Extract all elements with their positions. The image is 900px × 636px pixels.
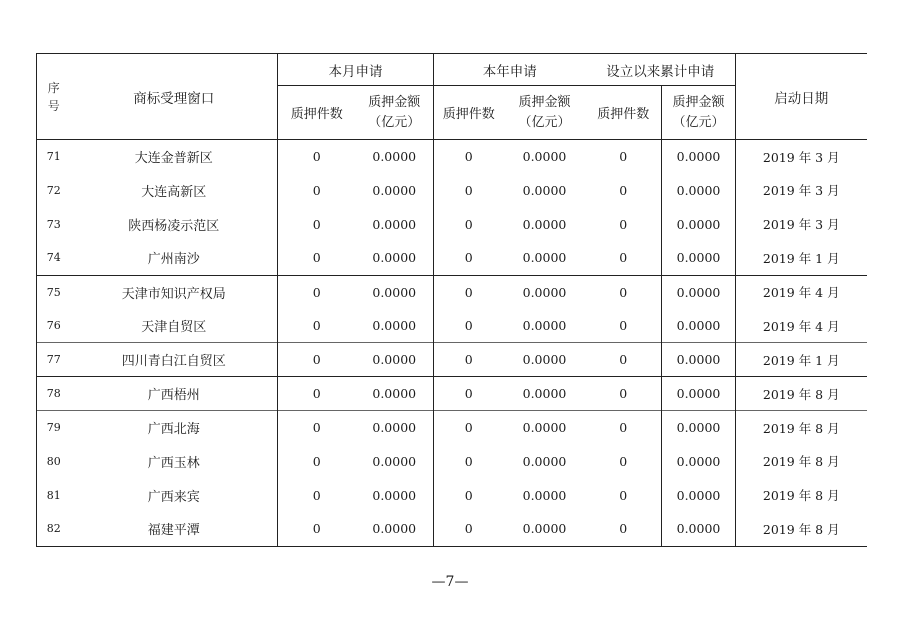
row-start-date: 2019 年 8 月 (736, 478, 867, 512)
row-total-amount: 0.0000 (662, 275, 736, 309)
header-total-group: 设立以来累计申请 (586, 54, 736, 86)
row-month-count: 0 (312, 453, 321, 469)
header-month-amount-line1: 质押金额 (368, 94, 421, 110)
row-total-amount: 0.0000 (662, 445, 736, 479)
row-seq: 80 (37, 445, 71, 479)
row-year-amount: 0.0000 (522, 318, 567, 334)
row-start-date: 2019 年 1 月 (736, 343, 867, 377)
row-window-name: 福建平潭 (71, 512, 278, 546)
row-total-count: 0 (586, 512, 662, 546)
row-start-date: 2019 年 3 月 (736, 173, 867, 207)
header-month-amount-line2: （亿元） (368, 114, 421, 130)
trademark-pledge-table (36, 53, 867, 547)
row-total-amount: 0.0000 (662, 377, 736, 411)
header-window: 商标受理窗口 (71, 54, 278, 140)
row-window-name: 大连金普新区 (71, 140, 278, 174)
table-row (37, 140, 867, 174)
row-year-amount: 0.0000 (504, 377, 586, 411)
header-year-group: 本年申请 (434, 54, 586, 86)
row-year-count: 0 (434, 377, 504, 411)
header-year-amount (504, 86, 586, 140)
header-total-count: 质押件数 (597, 107, 650, 122)
row-total-amount: 0.0000 (662, 478, 736, 512)
row-month-count: 0 (312, 318, 321, 334)
row-year-count: 0 (434, 343, 504, 377)
row-total-count: 0 (586, 275, 662, 309)
row-month-amount: 0.0000 (372, 182, 417, 198)
row-total-amount: 0.0000 (662, 512, 736, 546)
row-start-date: 2019 年 3 月 (736, 140, 867, 174)
row-year-amount: 0.0000 (504, 411, 586, 445)
row-seq: 73 (37, 207, 71, 241)
row-total-count: 0 (586, 377, 662, 411)
table-row (37, 173, 867, 207)
header-month-count: 质押件数 (290, 107, 343, 122)
row-window-name: 天津市知识产权局 (71, 275, 278, 309)
header-year-amount-line1: 质押金额 (518, 94, 571, 110)
row-year-amount: 0.0000 (522, 216, 567, 232)
row-total-count: 0 (586, 411, 662, 445)
row-year-count: 0 (434, 241, 504, 275)
row-month-count: 0 (278, 377, 356, 411)
row-window-name: 广西玉林 (71, 445, 278, 479)
row-month-amount: 0.0000 (372, 216, 417, 232)
row-seq: 71 (37, 140, 71, 174)
row-total-count: 0 (586, 140, 662, 174)
row-month-count: 0 (312, 250, 321, 266)
row-start-date: 2019 年 8 月 (736, 411, 867, 445)
row-seq: 78 (37, 377, 71, 411)
row-total-count: 0 (619, 487, 628, 503)
row-year-amount: 0.0000 (504, 512, 586, 546)
row-month-amount: 0.0000 (372, 250, 417, 266)
row-window-name: 广西北海 (71, 411, 278, 445)
row-year-count: 0 (434, 478, 504, 512)
row-start-date: 2019 年 8 月 (736, 377, 867, 411)
header-row-groups (37, 54, 867, 86)
row-window-name: 广西来宾 (71, 478, 278, 512)
row-year-count: 0 (434, 411, 504, 445)
row-window-name: 四川青白江自贸区 (71, 343, 278, 377)
row-year-count: 0 (434, 173, 504, 207)
header-total-amount-line1: 质押金额 (672, 94, 725, 110)
header-total-amount (662, 86, 736, 140)
row-month-count: 0 (312, 182, 321, 198)
row-start-date: 2019 年 1 月 (736, 241, 867, 275)
table-row (37, 241, 867, 275)
row-month-amount: 0.0000 (356, 411, 434, 445)
table-row (37, 207, 867, 241)
row-month-count: 0 (312, 216, 321, 232)
header-month-group: 本月申请 (278, 54, 434, 86)
row-total-amount: 0.0000 (662, 309, 736, 343)
header-total-amount-line2: （亿元） (672, 114, 725, 130)
table-row (37, 377, 867, 411)
row-seq: 72 (37, 173, 71, 207)
table-body (37, 140, 867, 547)
row-month-count: 0 (278, 275, 356, 309)
row-month-amount: 0.0000 (372, 318, 417, 334)
row-year-count: 0 (434, 309, 504, 343)
table-row (37, 411, 867, 445)
row-month-amount: 0.0000 (372, 487, 417, 503)
row-month-amount: 0.0000 (356, 512, 434, 546)
row-total-amount: 0.0000 (662, 343, 736, 377)
row-year-count: 0 (434, 512, 504, 546)
row-year-amount: 0.0000 (522, 487, 567, 503)
row-year-count: 0 (434, 140, 504, 174)
row-start-date: 2019 年 3 月 (736, 207, 867, 241)
row-month-amount: 0.0000 (356, 275, 434, 309)
row-month-count: 0 (278, 140, 356, 174)
row-seq: 82 (37, 512, 71, 546)
row-seq: 77 (37, 343, 71, 377)
row-year-amount: 0.0000 (522, 182, 567, 198)
table-row (37, 445, 867, 479)
table-row (37, 512, 867, 546)
row-start-date: 2019 年 4 月 (736, 275, 867, 309)
row-month-amount: 0.0000 (356, 377, 434, 411)
row-total-amount: 0.0000 (662, 207, 736, 241)
row-month-count: 0 (312, 487, 321, 503)
row-window-name: 天津自贸区 (71, 309, 278, 343)
header-seq-char2: 号 (47, 98, 60, 113)
row-month-amount: 0.0000 (356, 343, 434, 377)
row-total-amount: 0.0000 (662, 173, 736, 207)
header-start-date: 启动日期 (736, 54, 867, 140)
row-start-date: 2019 年 8 月 (736, 445, 867, 479)
row-year-count: 0 (434, 445, 504, 479)
row-total-count: 0 (619, 216, 628, 232)
row-total-amount: 0.0000 (662, 140, 736, 174)
row-year-amount: 0.0000 (504, 275, 586, 309)
page-number: —7— (431, 574, 469, 590)
row-month-amount: 0.0000 (356, 140, 434, 174)
row-year-count: 0 (434, 275, 504, 309)
row-start-date: 2019 年 8 月 (736, 512, 867, 546)
row-window-name: 大连高新区 (71, 173, 278, 207)
row-window-name: 广州南沙 (71, 241, 278, 275)
row-total-count: 0 (619, 318, 628, 334)
row-seq: 76 (37, 309, 71, 343)
row-seq: 75 (37, 275, 71, 309)
row-year-amount: 0.0000 (522, 453, 567, 469)
row-month-count: 0 (278, 343, 356, 377)
row-total-count: 0 (586, 343, 662, 377)
table-row (37, 275, 867, 309)
table-row (37, 478, 867, 512)
row-start-date: 2019 年 4 月 (736, 309, 867, 343)
row-total-amount: 0.0000 (662, 411, 736, 445)
row-year-amount: 0.0000 (504, 140, 586, 174)
row-month-amount: 0.0000 (372, 453, 417, 469)
row-year-amount: 0.0000 (504, 343, 586, 377)
header-month-amount (356, 86, 434, 140)
table-row (37, 343, 867, 377)
row-total-count: 0 (619, 453, 628, 469)
header-year-count: 质押件数 (434, 86, 504, 140)
row-total-amount: 0.0000 (662, 241, 736, 275)
row-total-count: 0 (619, 182, 628, 198)
row-month-count: 0 (278, 512, 356, 546)
header-seq (37, 54, 71, 140)
row-total-count: 0 (619, 250, 628, 266)
row-seq: 74 (37, 241, 71, 275)
row-month-count: 0 (278, 411, 356, 445)
row-window-name: 广西梧州 (71, 377, 278, 411)
row-seq: 81 (37, 478, 71, 512)
row-year-count: 0 (434, 207, 504, 241)
row-seq: 79 (37, 411, 71, 445)
row-year-amount: 0.0000 (522, 250, 567, 266)
header-year-amount-line2: （亿元） (518, 114, 571, 130)
table-row (37, 309, 867, 343)
header-seq-char1: 序 (47, 80, 60, 95)
row-window-name: 陕西杨凌示范区 (71, 207, 278, 241)
